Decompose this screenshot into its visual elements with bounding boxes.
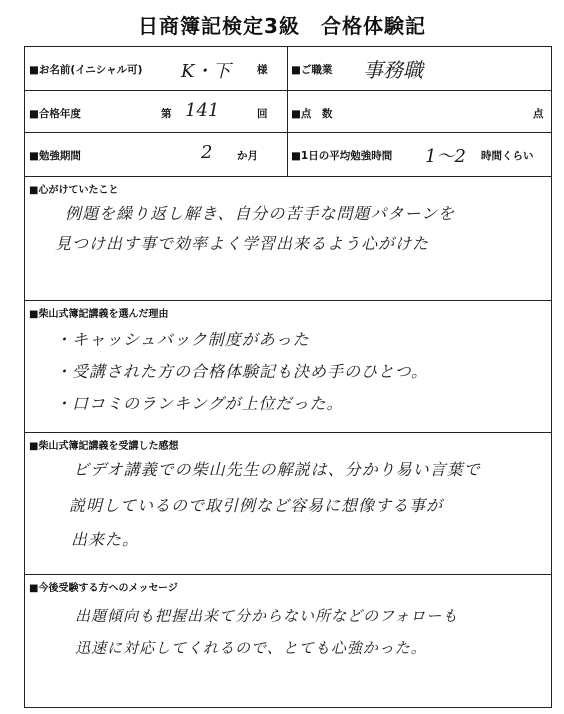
impression-line: 説明しているので取引例など容易に想像する事が: [69, 496, 444, 515]
reason-line: ・口コミのランキングが上位だった。: [55, 394, 344, 413]
name-value: K・下: [181, 61, 231, 82]
divider: [287, 47, 288, 90]
section-tips: [25, 177, 551, 301]
row-period-daily: [25, 133, 551, 177]
name-label: ■お名前(イニシャル可): [29, 64, 143, 76]
divider: [287, 133, 288, 176]
period-suffix: か月: [237, 150, 258, 162]
message-line: 出題傾向も把握出来て分からない所などのフォローも: [75, 607, 459, 625]
impression-line: 出来た。: [71, 530, 140, 549]
job-value: 事務職: [363, 58, 423, 82]
tips-line: 例題を繰り返し解き、自分の苦手な問題パターンを: [65, 204, 456, 223]
period-value: 2: [201, 142, 213, 163]
year-prefix: 第: [161, 108, 172, 120]
daily-value: 1〜2: [425, 146, 466, 167]
divider: [287, 91, 288, 132]
reason-label: ■柴山式簿記講義を選んだ理由: [29, 309, 169, 320]
name-suffix: 様: [257, 64, 268, 76]
job-label: ■ご職業: [291, 64, 333, 76]
page-title: 日商簿記検定3級 合格体験記: [138, 14, 426, 38]
impression-label: ■柴山式簿記講義を受講した感想: [29, 441, 179, 452]
daily-label: ■1日の平均勉強時間: [291, 150, 393, 162]
score-label: ■点 数: [291, 108, 333, 120]
year-label: ■合格年度: [29, 108, 81, 120]
impression-line: ビデオ講義での柴山先生の解説は、分かり易い言葉で: [73, 460, 481, 479]
tips-line: 見つけ出す事で効率よく学習出来るよう心がけた: [55, 234, 430, 253]
message-label: ■今後受験する方へのメッセージ: [29, 583, 178, 594]
tips-label: ■心がけていたこと: [29, 185, 119, 196]
section-impression: [25, 433, 551, 575]
period-label: ■勉強期間: [29, 150, 81, 162]
score-suffix: 点: [533, 108, 544, 120]
message-line: 迅速に対応してくれるので、とても心強かった。: [75, 639, 427, 657]
section-reason: [25, 301, 551, 433]
experience-form: [24, 46, 552, 708]
section-message: [25, 575, 551, 706]
reason-line: ・受講された方の合格体験記も決め手のひとつ。: [55, 362, 429, 381]
year-suffix: 回: [257, 108, 268, 120]
daily-suffix: 時間くらい: [481, 150, 534, 162]
year-value: 141: [185, 100, 220, 121]
reason-line: ・キャッシュバック制度があった: [55, 330, 310, 349]
row-name-job: [25, 47, 551, 91]
row-year-score: [25, 91, 551, 133]
